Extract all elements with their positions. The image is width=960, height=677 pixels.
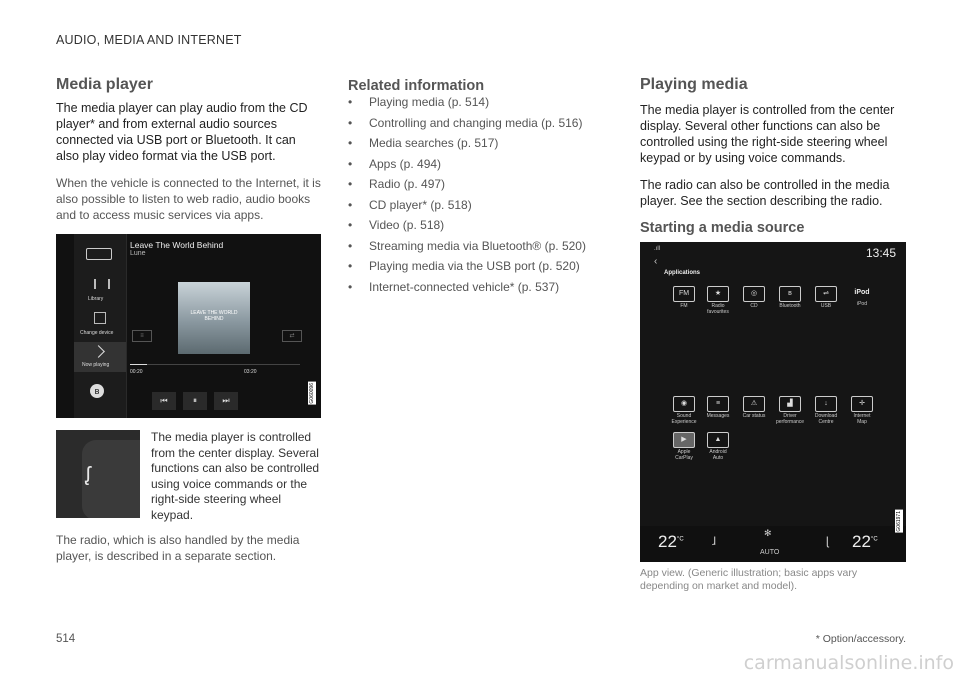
previous-track-button[interactable]: ⏮ xyxy=(152,392,176,410)
android-auto-icon: ▲ xyxy=(707,432,729,448)
app-view-caption: App view. (Generic illustration; basic apps vary depending on market and model). xyxy=(640,567,858,592)
heading-related-information: Related information xyxy=(348,78,485,94)
related-links-list xyxy=(348,96,608,294)
app-usb[interactable]: ⇌ USB xyxy=(812,286,840,309)
auto-label[interactable]: AUTO xyxy=(760,549,780,556)
watermark: carmanualsonline.info xyxy=(743,652,954,674)
paragraph-internet: When the vehicle is connected to the Internet, it is also possible to listen to web radio, audio books and to access music services via apps. xyxy=(56,176,321,222)
heading-media-player: Media player xyxy=(56,76,153,93)
usb-icon xyxy=(86,248,112,260)
footnote-option: * Option/accessory. xyxy=(815,633,906,645)
paragraph-controls: The media player is controlled from the center display. Several other functions can also be controlled using the right-side steering wheel keypad or by using voice commands. xyxy=(640,103,895,165)
app-bluetooth[interactable]: ʙ Bluetooth xyxy=(776,286,804,309)
temp-right[interactable]: $22^{^\circ C}$ xyxy=(852,532,878,551)
related-link[interactable]: • Playing media (p. 514) xyxy=(348,95,490,109)
column-related-information xyxy=(348,76,608,301)
related-link[interactable]: • Internet-connected vehicle* (p. 537) xyxy=(348,279,560,294)
app-android-auto[interactable]: ▲ Android Auto xyxy=(704,432,732,461)
sidebar-now-playing-label: Now playing xyxy=(82,362,110,368)
fan-icon[interactable]: ✻ xyxy=(764,528,772,538)
illustration-code: G061971 xyxy=(896,511,902,532)
player-song-title: Leave The World Behind xyxy=(130,240,224,250)
app-cd[interactable]: ◎ CD xyxy=(740,286,768,309)
time-total: 03:20 xyxy=(244,369,257,375)
app-radio-favourites[interactable]: ★ Radio favourites xyxy=(704,286,732,315)
chevron-right-icon xyxy=(92,345,105,358)
bluetooth-icon: ʙ xyxy=(779,286,801,302)
running-header: AUDIO, MEDIA AND INTERNET xyxy=(56,33,242,47)
pause-button[interactable]: ⏸ xyxy=(183,392,207,410)
related-link[interactable]: • Streaming media via Bluetooth® (p. 520) xyxy=(348,238,586,253)
seat-right-icon[interactable]: ɭ xyxy=(826,534,829,548)
related-link[interactable]: • Controlling and changing media (p. 516) xyxy=(348,115,583,130)
star-icon: ★ xyxy=(707,286,729,302)
column-media-player xyxy=(56,76,321,575)
keypad-description: The media player is controlled from the center display. Several functions can also be controlled using voice commands or the right-side steering wheel keypad. xyxy=(151,430,320,522)
app-driver-performance[interactable]: ▟ Driver performance xyxy=(776,396,804,425)
app-fm[interactable]: FM FM xyxy=(670,286,698,309)
app-internet-map[interactable]: ✛ Internet Map xyxy=(848,396,876,425)
back-chevron-icon: ‹ xyxy=(654,256,658,267)
next-track-button[interactable]: ⏭ xyxy=(214,392,238,410)
app-sound-experience[interactable]: ◉ Sound Experience xyxy=(670,396,698,425)
column-playing-media xyxy=(640,76,906,604)
sidebar-library-label: Library xyxy=(88,296,104,302)
bluetooth-icon: ʙ xyxy=(90,384,104,398)
related-link[interactable]: • Playing media via the USB port (p. 520) xyxy=(348,259,580,273)
carplay-icon: ▶ xyxy=(673,432,695,448)
climate-bar xyxy=(640,526,906,562)
time-elapsed: 00:20 xyxy=(130,369,143,375)
app-download-centre[interactable]: ↓ Download Centre xyxy=(812,396,840,425)
progress-bar[interactable] xyxy=(130,364,300,365)
ipod-icon: iPod xyxy=(854,289,870,296)
change-device-icon xyxy=(94,312,106,324)
download-icon: ↓ xyxy=(815,396,837,412)
keypad-bezel xyxy=(82,440,140,518)
disc-icon: ◎ xyxy=(743,286,765,302)
related-link[interactable]: • Media searches (p. 517) xyxy=(348,136,499,150)
related-link[interactable]: • Video (p. 518) xyxy=(348,218,445,232)
player-artist: Lune xyxy=(130,250,146,257)
app-car-status[interactable]: ⚠ Car status xyxy=(740,396,768,419)
shuffle-icon: ≡ xyxy=(132,330,152,342)
heading-playing-media: Playing media xyxy=(640,76,748,93)
heading-starting-media-source: Starting a media source xyxy=(640,220,805,236)
sidebar-change-device-label: Change device xyxy=(80,330,114,336)
seat-left-icon[interactable]: ɺ xyxy=(712,534,716,548)
status-clock: 13:45 xyxy=(866,246,897,260)
bar-graph-icon: ▟ xyxy=(779,396,801,412)
app-view-screen-illustration xyxy=(640,242,906,562)
keypad-block xyxy=(56,430,321,526)
apps-section-label: Applications xyxy=(664,270,701,276)
map-icon: ✛ xyxy=(851,396,873,412)
illustration-code: G060096 xyxy=(309,383,315,404)
warning-icon: ⚠ xyxy=(743,396,765,412)
paragraph-radio-control: The radio can also be controlled in the media player. See the section describing the radio. xyxy=(640,178,890,208)
usb-icon: ⇌ xyxy=(815,286,837,302)
related-link[interactable]: • Radio (p. 497) xyxy=(348,177,446,191)
message-icon: ≡ xyxy=(707,396,729,412)
media-player-screen-illustration xyxy=(56,234,321,418)
app-messages[interactable]: ≡ Messages xyxy=(704,396,732,419)
album-art-text: LEAVE THE WORLD BEHIND xyxy=(190,310,238,322)
repeat-icon: ⇄ xyxy=(282,330,302,342)
paragraph-radio: The radio, which is also handled by the media player, is described in a separate section. xyxy=(56,533,300,563)
temp-left[interactable]: $22^{^\circ C}$ xyxy=(658,532,684,551)
app-apple-carplay[interactable]: ▶ Apple CarPlay xyxy=(670,432,698,461)
related-link[interactable]: • CD player* (p. 518) xyxy=(348,197,472,212)
voice-control-icon: ᶘ xyxy=(86,462,91,486)
app-ipod[interactable]: iPod iPod xyxy=(848,286,876,307)
library-icon xyxy=(94,279,110,289)
player-sidebar xyxy=(74,234,127,418)
radio-icon: FM xyxy=(673,286,695,302)
steering-keypad-illustration xyxy=(56,430,140,518)
progress-bar-fill xyxy=(130,364,147,365)
speaker-icon: ◉ xyxy=(673,396,695,412)
sidebar-now-playing xyxy=(74,342,126,372)
signal-icon: .ıll xyxy=(654,246,660,252)
related-link[interactable]: • Apps (p. 494) xyxy=(348,156,442,171)
album-art xyxy=(178,282,250,354)
paragraph-intro: The media player can play audio from the CD player* and from external audio sources connected via USB port or Bluetooth. It can also play video format via the USB port. xyxy=(56,101,308,163)
page-number: 514 xyxy=(56,633,76,645)
